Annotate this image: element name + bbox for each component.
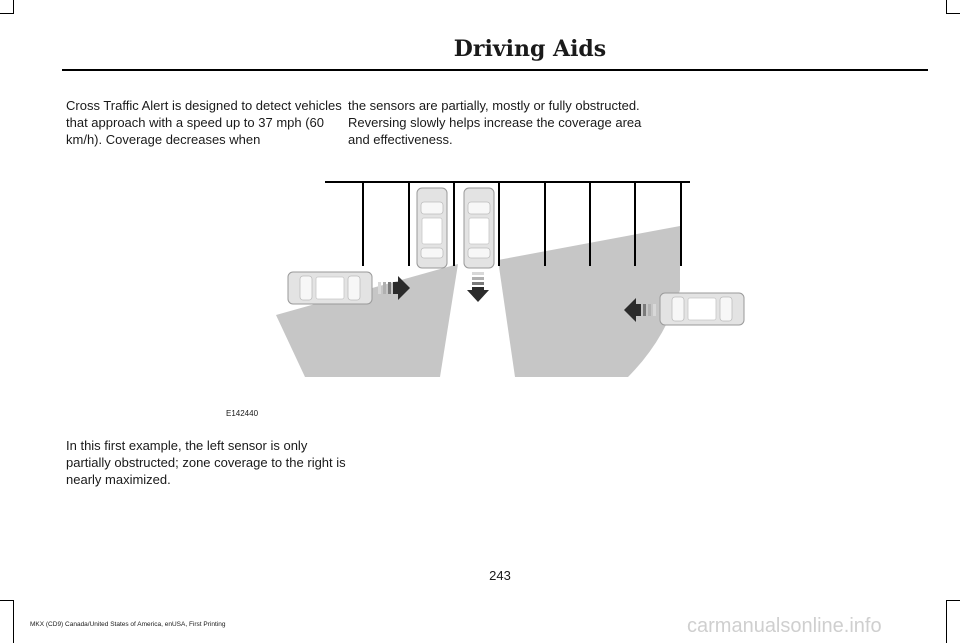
page-number: 243 [489,568,511,583]
crop-mark [946,600,947,643]
cross-traffic-alert-diagram [270,170,750,390]
car-icon [288,272,372,304]
header-rule [62,69,928,71]
body-paragraph: the sensors are partially, mostly or fully obstructed. Reversing slowly helps increase the coverage area and effectiveness. [348,98,642,147]
figure-code: E142440 [226,409,259,418]
body-paragraph: Cross Traffic Alert is designed to detect vehicles that approach with a speed up to 37 mph (60 km/h). Coverage decreases when [66,98,342,147]
crop-mark [0,13,14,14]
crop-mark [13,600,14,643]
watermark: carmanualsonline.info [687,615,882,637]
crop-mark [946,13,960,14]
crop-mark [0,600,14,601]
car-icon [417,188,447,268]
arrow-down-icon [467,272,489,302]
crop-mark [946,600,960,601]
crop-mark [946,0,947,14]
car-icon [464,188,494,268]
car-icon [660,293,744,325]
publication-info: MKX (CD9) Canada/United States of America, enUSA, First Printing [30,621,226,628]
parking-lines [325,182,690,266]
body-paragraph: In this first example, the left sensor is only partially obstructed; zone coverage to the right is nearly maximized. [66,438,346,487]
page-title: Driving Aids [453,36,607,62]
crop-mark [13,0,14,14]
